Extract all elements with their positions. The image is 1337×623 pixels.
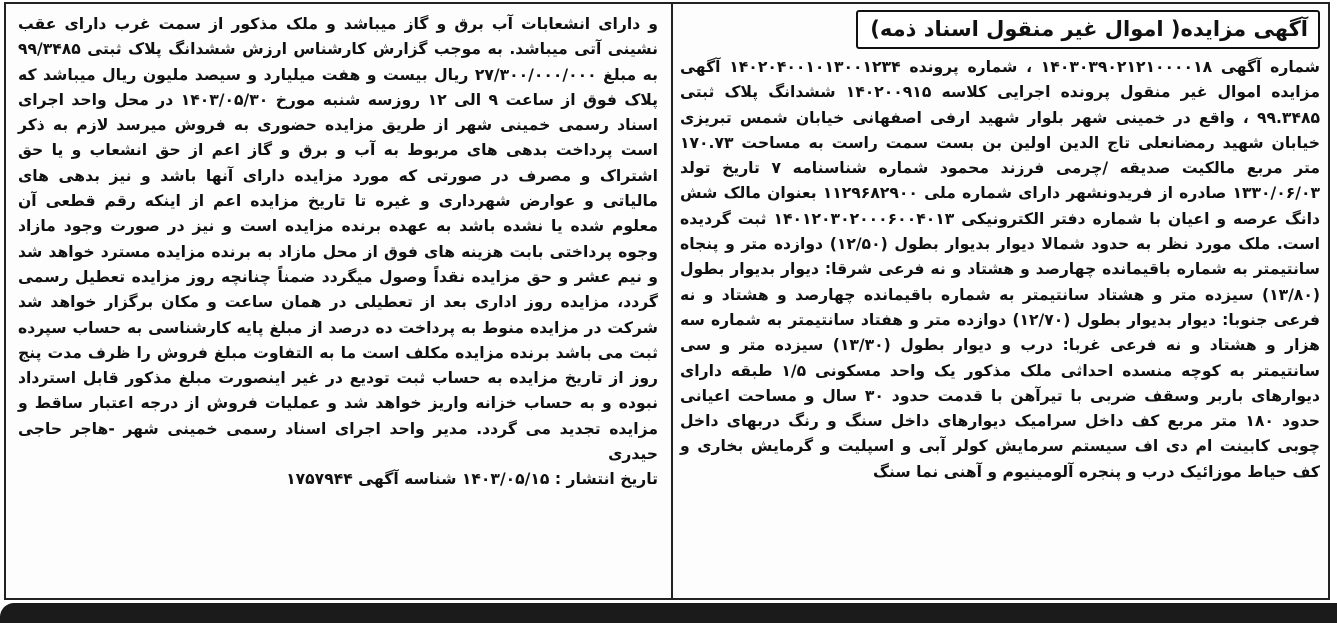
notice-frame — [4, 2, 1330, 600]
notice-body-left-text: و دارای انشعابات آب برق و گاز میباشد و ملک مذکور از سمت غرب دارای عقب نشینی آتی میباشد. به موجب گزارش کارشناس ارزش ششدانگ پلاک ثبتی ۹۹/۳۴۸۵ به مبلغ ۲۷/۳۰۰/۰۰۰/۰۰۰ ریال بیست و هفت میلیارد و سیصد ملیون ریال میباشد که پلاک فوق از ساعت ۹ الی ۱۲ روزسه شنبه مورخ ۱۴۰۳/۰۵/۳۰ در محل واحد اجرای اسناد رسمی خمینی شهر از طریق مزایده حضوری به فروش میرسد لازم به ذکر است پرداخت بدهی های مربوط به آب و برق و گاز اعم از حق انشعاب و یا حق اشتراک و مصرف در صورتی که مورد مزایده دارای آنها باشد و نیز بدهی های مالیاتی و عوارض شهرداری و غیره تا تاریخ مزایده اعم از اینکه رقم قطعی آن معلوم شده یا نشده باشد به عهده برنده مزایده است و نیز در صورت وجود مازاد وجوه پرداختی بابت هزینه های فوق از محل مازاد به برنده مزایده مسترد خواهد شد و نیم عشر و حق مزایده نقداً وصول میگردد ضمناً چنانچه روز مزایده تعطیل رسمی گردد، مزایده روز اداری بعد از تعطیلی در همان ساعت و مکان برگزار خواهد شد شرکت در مزایده منوط به پرداخت ده درصد از مبلغ پایه کارشناسی به حساب سپرده ثبت می باشد برنده مزایده مکلف است ما به التفاوت مبلغ فروش را ظرف مدت پنج روز از تاریخ مزایده به حساب ثبت تودیع در غیر اینصورت مبلغ مذکور قابل استرداد نبوده و به حساب خزانه واریز خواهد شد و عملیات فروش از درجه اعتبار ساقط و مزایده تجدید می گردد. — [18, 15, 658, 438]
notice-body-right: شماره آگهی ۱۴۰۳۰۳۹۰۲۱۲۱۰۰۰۰۱۸ ، شماره پرونده ۱۴۰۲۰۴۰۰۱۰۱۳۰۰۱۲۳۴ آگهی مزایده اموال غیر منقول پرونده اجرایی کلاسه ۱۴۰۲۰۰۹۱۵ ششدانگ پلاک ثبتی ۹۹.۳۴۸۵ ، واقع در خمینی شهر بلوار شهید ارفی اصفهانی خیابان شمس تبریزی خیابان شهید رمضانعلی تاج الدین اولین بن بست سمت راست به مساحت ۱۷۰.۷۳ متر مربع مالکیت صدیقه /چرمی فرزند محمود شماره شناسنامه ۷ تاریخ تولد ۱۳۳۰/۰۶/۰۳ صادره از فریدونشهر دارای شماره ملی ۱۱۲۹۶۸۲۹۰۰ بعنوان مالک شش دانگ عرصه و اعیان با شماره دفتر الکترونیکی ۱۴۰۱۲۰۳۰۲۰۰۰۶۰۰۴۰۱۳ ثبت گردیده است. ملک مورد نظر به حدود شمالا دیوار بدیوار بطول (۱۲/۵۰) دوازده متر و پنجاه سانتیمتر به شماره باقیمانده چهارصد و هشتاد و نه فرعی شرقا: دیوار بدیوار بطول (۱۳/۸۰) سیزده متر و هشتاد سانتیمتر به شماره باقیمانده چهارصد و هشتاد و نه فرعی جنوبا: دیوار بدیوار بطول (۱۲/۷۰) دوازده متر و هفتاد سانتیمتر به شماره سه هزار و هشتاد و نه فرعی غربا: درب و دیوار بطول (۱۳/۳۰) سیزده متر و سی سانتیمتر به کوچه منسده احداثی ملک مذکور یک واحد مسکونی ۱/۵ طبقه دارای دیوارهای باربر وسقف ضربی با تیرآهن با قدمت حدود ۳۰ سال و مساحت اعیانی حدود ۱۸۰ متر مربع کف داخل سرامیک دیوارهای داخل سنگ و رنگ دربهای داخل چوبی کابینت ام دی اف سیستم سرمایش کولر آبی و اسپلیت و گرمایش بخاری و کف حیاط موزائیک درب و پنجره آلومینیوم و آهنی نما سنگ — [680, 58, 1320, 481]
publication-line: تاریخ انتشار : ۱۴۰۳/۰۵/۱۵ شناسه آگهی ۱۷۵۷۹۴۴ — [286, 470, 658, 489]
page-bottom-band — [0, 603, 1337, 623]
notice-title: آگهی مزایده( اموال غیر منقول اسناد ذمه) — [856, 10, 1320, 49]
column-divider — [671, 4, 673, 598]
notice-left-column — [6, 4, 668, 598]
notice-right-column — [672, 4, 1328, 598]
notice-signature: مدیر واحد اجرای اسناد رسمی خمینی شهر -هاجر حاجی حیدری — [18, 419, 658, 464]
notice-body-left — [18, 12, 658, 493]
